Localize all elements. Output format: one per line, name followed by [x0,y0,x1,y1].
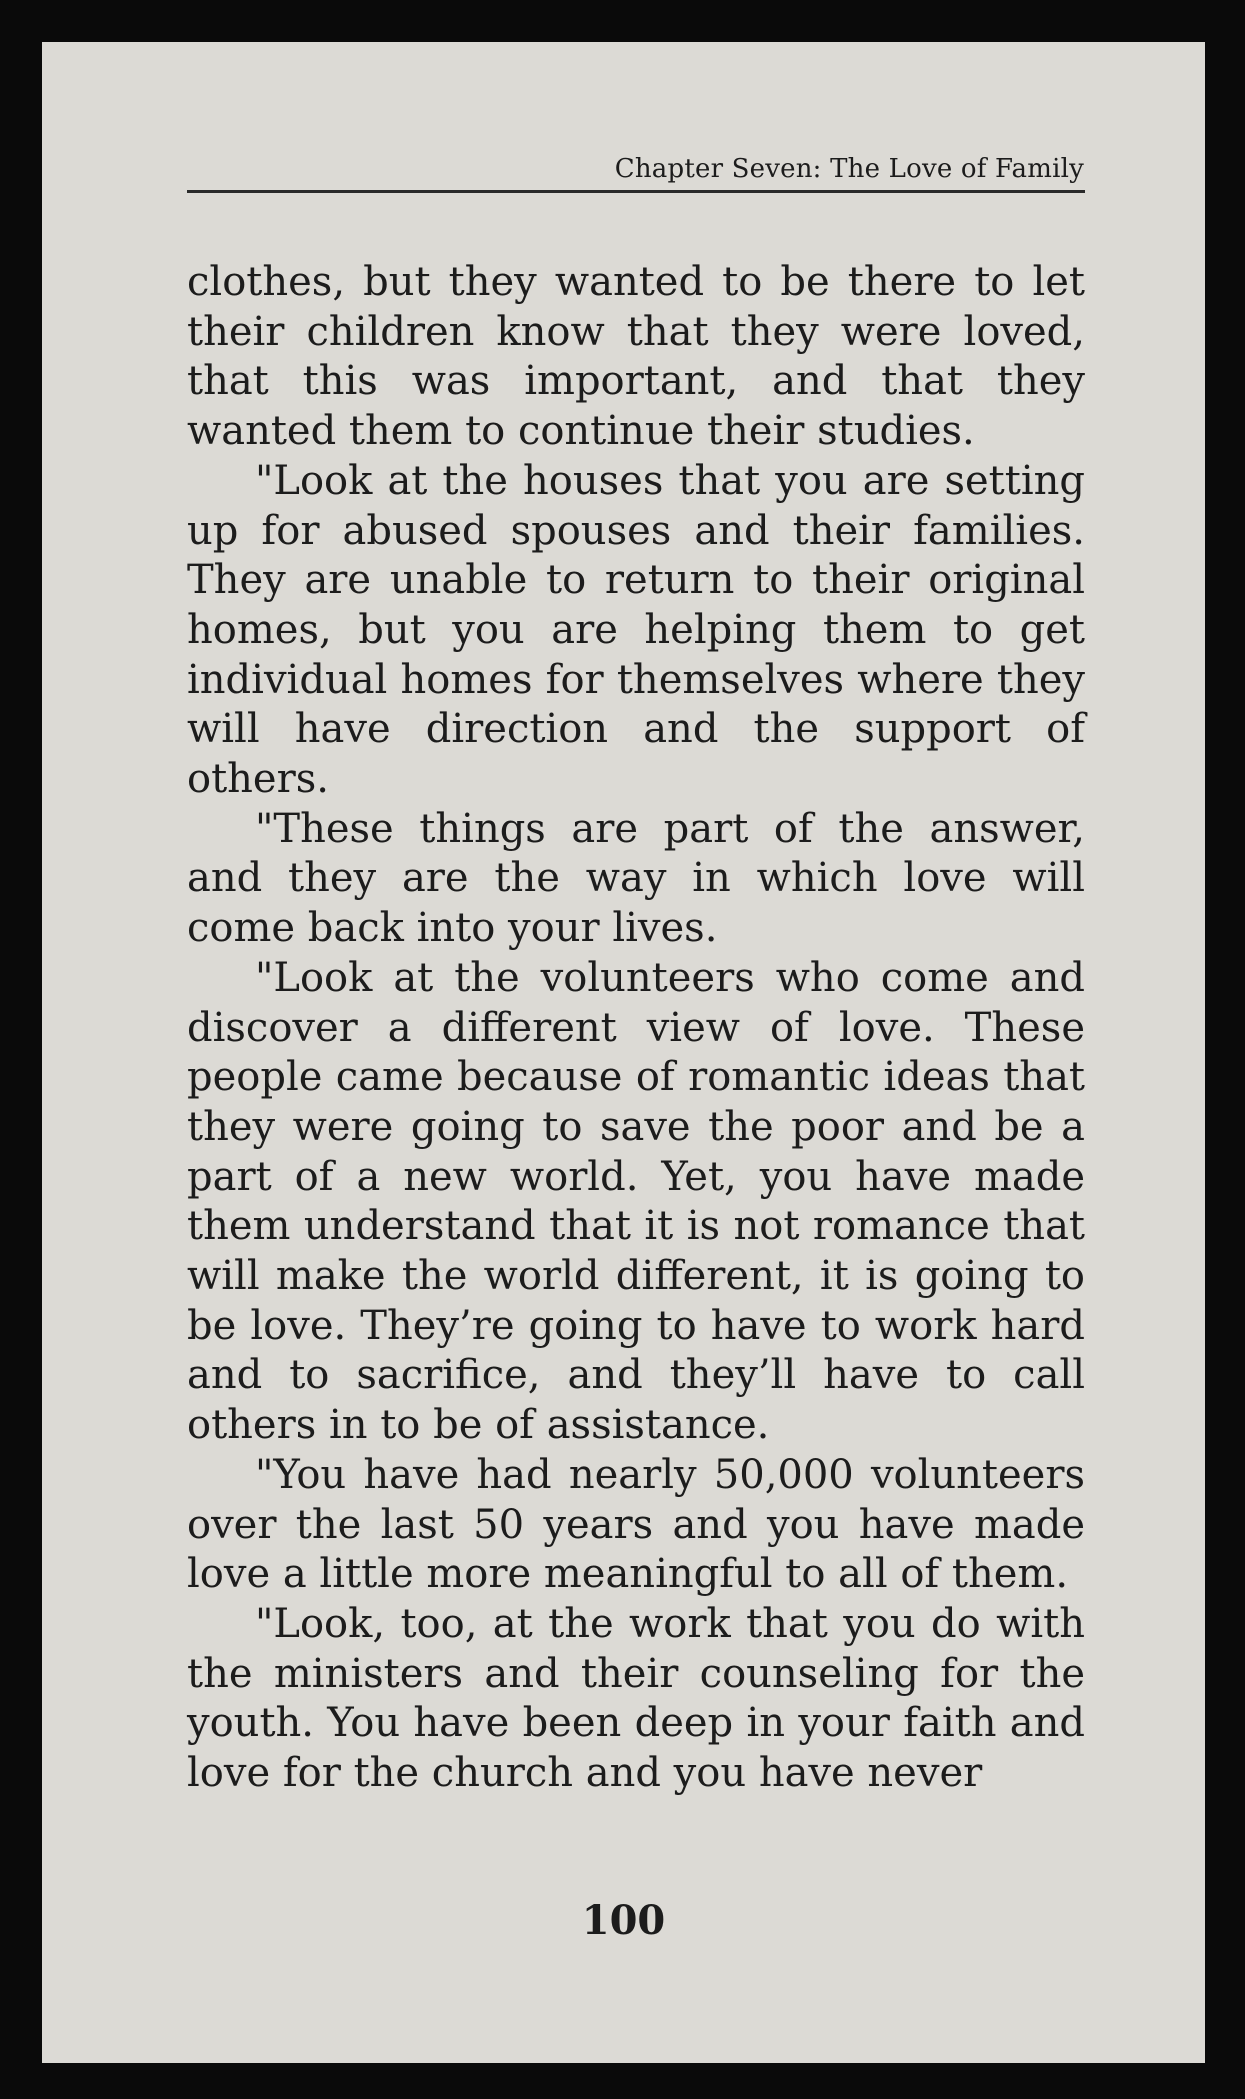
running-head: Chapter Seven: The Love of Family [614,154,1084,184]
paragraph: "These things are part of the answer, and they are the way in which love will come back into your lives. [187,805,1085,952]
paragraph: "You have had nearly 50,000 volunteers over the last 50 years and you have made love a little more meaningful to all of them. [187,1451,1085,1598]
paragraph: "Look at the volunteers who come and discover a different view of love. These people came because of romantic ideas that they were going to save the poor and be a part of a new world. Yet, you have made them understand that it is not romance that will make the world different, it is going to be love. They’re going to have to work hard and to sacrifice, and they’ll have to call others in to be of assistance. [187,954,1085,1449]
body-text [187,258,1085,1799]
header-rule [187,190,1085,193]
paragraph: "Look at the houses that you are setting up for abused spouses and their families. They are unable to return to their original homes, but you are helping them to get individual homes for themselves where they will have direction and the support of others. [187,457,1085,803]
paragraph: clothes, but they wanted to be there to let their children know that they were loved, that this was important, and that they wanted them to continue their studies. [187,259,1085,455]
page-number: 100 [581,1897,666,1944]
book-page [42,42,1205,2063]
paragraph: "Look, too, at the work that you do with the ministers and their counseling for the youth. You have been deep in your faith and love for the church and you have never [187,1600,1085,1797]
